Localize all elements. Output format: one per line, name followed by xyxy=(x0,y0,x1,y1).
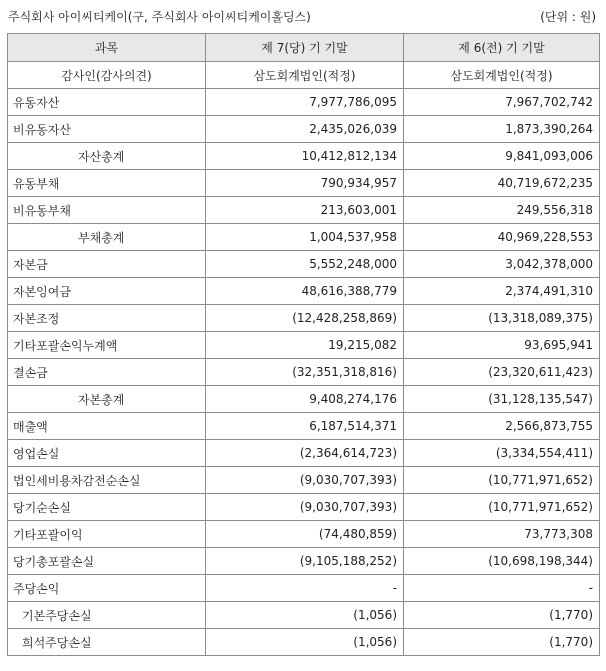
row-label: 비유동자산 xyxy=(8,116,206,143)
row-label: 당기총포괄손실 xyxy=(8,548,206,575)
table-row xyxy=(8,170,600,197)
previous-value: 2,566,873,755 xyxy=(404,413,600,440)
table-row-sub xyxy=(8,602,600,629)
previous-value: 40,969,228,553 xyxy=(404,224,600,251)
table-row xyxy=(8,440,600,467)
table-row xyxy=(8,251,600,278)
current-value: 5,552,248,000 xyxy=(206,251,404,278)
row-label: 결손금 xyxy=(8,359,206,386)
row-label: 기본주당손실 xyxy=(8,602,206,629)
previous-value: 9,841,093,006 xyxy=(404,143,600,170)
current-value: 6,187,514,371 xyxy=(206,413,404,440)
unit-label: (단위 : 원) xyxy=(540,9,596,24)
table-row-sub xyxy=(8,629,600,656)
previous-value: 93,695,941 xyxy=(404,332,600,359)
table-row-total xyxy=(8,386,600,413)
table-row xyxy=(8,359,600,386)
table-row xyxy=(8,197,600,224)
table-row xyxy=(8,278,600,305)
current-value: - xyxy=(206,575,404,602)
report-header xyxy=(8,6,598,26)
previous-value: 3,042,378,000 xyxy=(404,251,600,278)
previous-value: 73,773,308 xyxy=(404,521,600,548)
row-label: 기타포괄이익 xyxy=(8,521,206,548)
previous-value: 249,556,318 xyxy=(404,197,600,224)
table-row-total xyxy=(8,143,600,170)
table-row xyxy=(8,332,600,359)
current-value: 48,616,388,779 xyxy=(206,278,404,305)
table-row xyxy=(8,467,600,494)
table-row xyxy=(8,305,600,332)
row-label: 유동자산 xyxy=(8,89,206,116)
row-label: 비유동부채 xyxy=(8,197,206,224)
current-value: (1,056) xyxy=(206,629,404,656)
previous-value: 7,967,702,742 xyxy=(404,89,600,116)
financial-summary-table xyxy=(7,33,600,656)
previous-value: 2,374,491,310 xyxy=(404,278,600,305)
table-row xyxy=(8,548,600,575)
current-value: (9,030,707,393) xyxy=(206,467,404,494)
previous-value: (10,771,971,652) xyxy=(404,494,600,521)
current-value: (9,105,188,252) xyxy=(206,548,404,575)
previous-value: (1,770) xyxy=(404,602,600,629)
previous-value: (13,318,089,375) xyxy=(404,305,600,332)
column-header-current: 제 7(당) 기 기말 xyxy=(206,34,404,62)
table-row xyxy=(8,494,600,521)
company-name: 주식회사 아이씨티케이(구, 주식회사 아이씨티케이홀딩스) xyxy=(8,9,311,24)
previous-value: 40,719,672,235 xyxy=(404,170,600,197)
current-value: (2,364,614,723) xyxy=(206,440,404,467)
current-value: 1,004,537,958 xyxy=(206,224,404,251)
row-label: 주당손익 xyxy=(8,575,206,602)
table-row xyxy=(8,116,600,143)
column-header-item: 과목 xyxy=(8,34,206,62)
table-row xyxy=(8,575,600,602)
previous-value: - xyxy=(404,575,600,602)
auditor-row xyxy=(8,62,600,89)
current-value: 790,934,957 xyxy=(206,170,404,197)
current-value: 10,412,812,134 xyxy=(206,143,404,170)
auditor-label: 감사인(감사의견) xyxy=(8,62,206,89)
auditor-previous: 삼도회계법인(적정) xyxy=(404,62,600,89)
row-label: 영업손실 xyxy=(8,440,206,467)
table-row xyxy=(8,413,600,440)
current-value: (12,428,258,869) xyxy=(206,305,404,332)
row-label: 희석주당손실 xyxy=(8,629,206,656)
row-label: 기타포괄손익누계액 xyxy=(8,332,206,359)
column-header-previous: 제 6(전) 기 기말 xyxy=(404,34,600,62)
current-value: 2,435,026,039 xyxy=(206,116,404,143)
current-value: (9,030,707,393) xyxy=(206,494,404,521)
row-label: 유동부채 xyxy=(8,170,206,197)
previous-value: (1,770) xyxy=(404,629,600,656)
current-value: 9,408,274,176 xyxy=(206,386,404,413)
table-row-total xyxy=(8,224,600,251)
current-value: (1,056) xyxy=(206,602,404,629)
current-value: 7,977,786,095 xyxy=(206,89,404,116)
row-label: 부채총계 xyxy=(8,224,206,251)
previous-value: (23,320,611,423) xyxy=(404,359,600,386)
row-label: 자본총계 xyxy=(8,386,206,413)
row-label: 당기순손실 xyxy=(8,494,206,521)
table-row xyxy=(8,521,600,548)
current-value: 19,215,082 xyxy=(206,332,404,359)
table-header-row xyxy=(8,34,600,62)
row-label: 매출액 xyxy=(8,413,206,440)
auditor-current: 삼도회계법인(적정) xyxy=(206,62,404,89)
row-label: 자본조정 xyxy=(8,305,206,332)
previous-value: (10,698,198,344) xyxy=(404,548,600,575)
row-label: 자본잉여금 xyxy=(8,278,206,305)
row-label: 자본금 xyxy=(8,251,206,278)
current-value: 213,603,001 xyxy=(206,197,404,224)
previous-value: (3,334,554,411) xyxy=(404,440,600,467)
current-value: (74,480,859) xyxy=(206,521,404,548)
previous-value: (10,771,971,652) xyxy=(404,467,600,494)
row-label: 법인세비용차감전순손실 xyxy=(8,467,206,494)
table-row xyxy=(8,89,600,116)
current-value: (32,351,318,816) xyxy=(206,359,404,386)
row-label: 자산총계 xyxy=(8,143,206,170)
previous-value: 1,873,390,264 xyxy=(404,116,600,143)
previous-value: (31,128,135,547) xyxy=(404,386,600,413)
